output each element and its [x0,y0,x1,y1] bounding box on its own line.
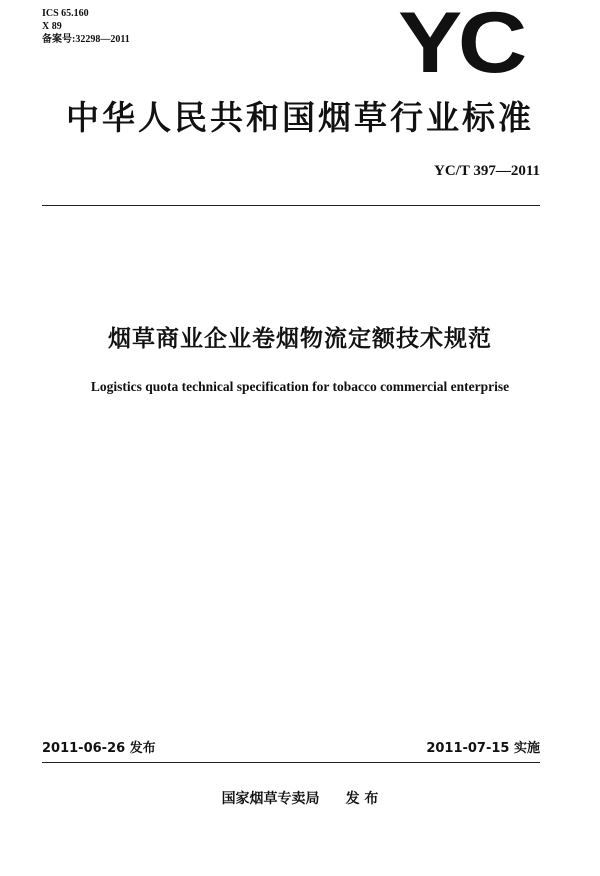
issue-date: 2011-06-26 发布 [42,741,156,756]
standard-number: YC/T 397—2011 [434,163,540,179]
publisher-action: 发 布 [345,791,379,807]
yc-logo: YC [398,0,523,91]
publisher-line [0,788,600,808]
bottom-divider [42,762,540,763]
standard-organization: 中华人民共和国烟草行业标准 [66,98,534,137]
document-title-en: Logistics quota technical specification for tobacco commercial enterprise [90,379,510,394]
implementation-date: 2011-07-15 实施 [426,741,540,756]
document-title-zh: 烟草商业企业卷烟物流定额技术规范 [108,326,492,352]
classification-code: X 89 [42,21,62,32]
top-divider [42,205,540,206]
ics-code: ICS 65.160 [42,8,89,19]
publisher-name: 国家烟草专卖局 [221,791,320,807]
record-number: 备案号:32298—2011 [42,34,130,45]
